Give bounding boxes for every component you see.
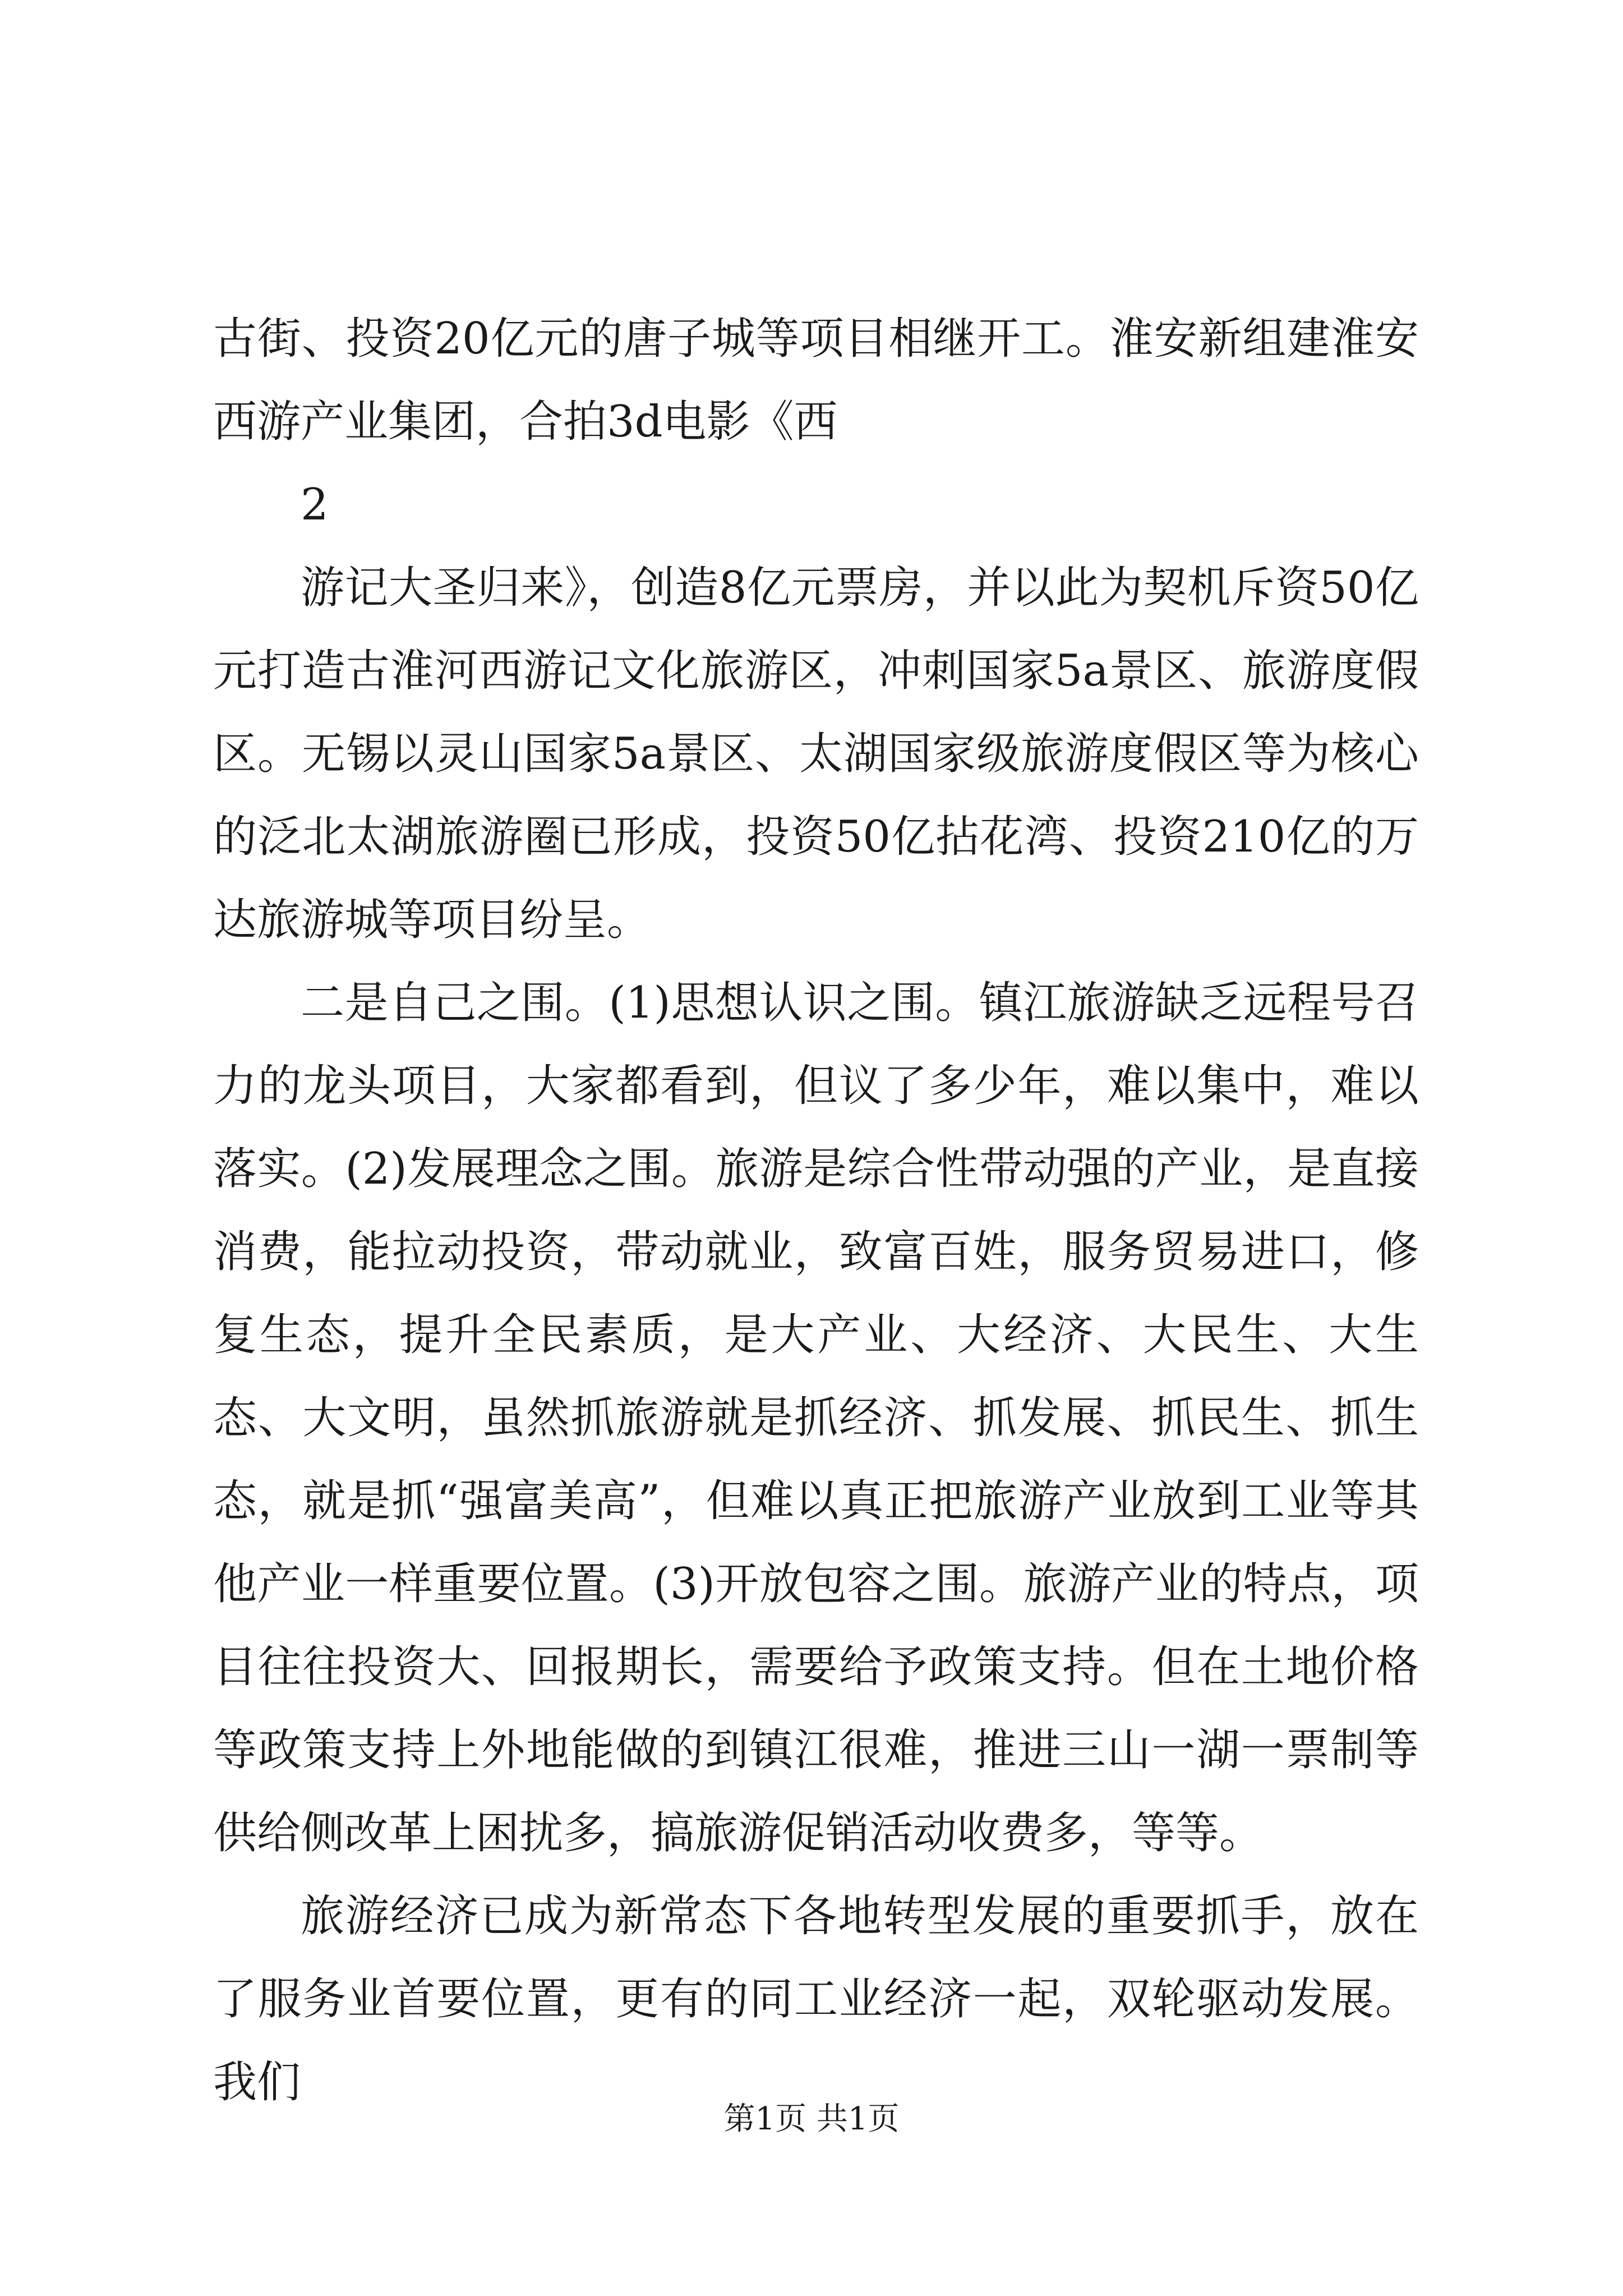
- paragraph-own-constraints: 二是自己之围。(1)思想认识之围。镇江旅游缺乏远程号召力的龙头项目，大家都看到，但议了多少年，难以集中，难以落实。(2)发展理念之围。旅游是综合性带动强的产业，是直接消费，能拉动投资，带动就业，致富百姓，服务贸易进口，修复生态，提升全民素质，是大产业、大经济、大民生、大生态、大文明，虽然抓旅游就是抓经济、抓发展、抓民生、抓生态，就是抓“强富美高”，但难以真正把旅游产业放到工业等其他产业一样重要位置。(3)开放包容之围。旅游产业的特点，项目往往投资大、回报期长，需要给予政策支持。但在土地价格等政策支持上外地能做的到镇江很难，推进三山一湖一票制等供给侧改革上困扰多，搞旅游促销活动收费多，等等。: [213, 978, 1419, 1858]
- page-footer: 第1页 共1页: [723, 2101, 900, 2137]
- paragraph-continuation: 古街、投资20亿元的唐子城等项目相继开工。淮安新组建淮安西游产业集团，合拍3d电影《西: [213, 314, 1419, 447]
- inline-page-number: 2: [301, 480, 329, 530]
- paragraph-tourism-economy: 旅游经济已成为新常态下各地转型发展的重要抓手，放在了服务业首要位置，更有的同工业经济一起，双轮驱动发展。我们: [213, 1891, 1419, 2108]
- document-body: [213, 297, 1419, 2124]
- paragraph-huaian-wuxi: 游记大圣归来》，创造8亿元票房，并以此为契机斥资50亿元打造古淮河西游记文化旅游区，冲刺国家5a景区、旅游度假区。无锡以灵山国家5a景区、太湖国家级旅游度假区等为核心的泛北太湖旅游圈已形成，投资50亿拈花湾、投资210亿的万达旅游城等项目纷呈。: [213, 563, 1419, 945]
